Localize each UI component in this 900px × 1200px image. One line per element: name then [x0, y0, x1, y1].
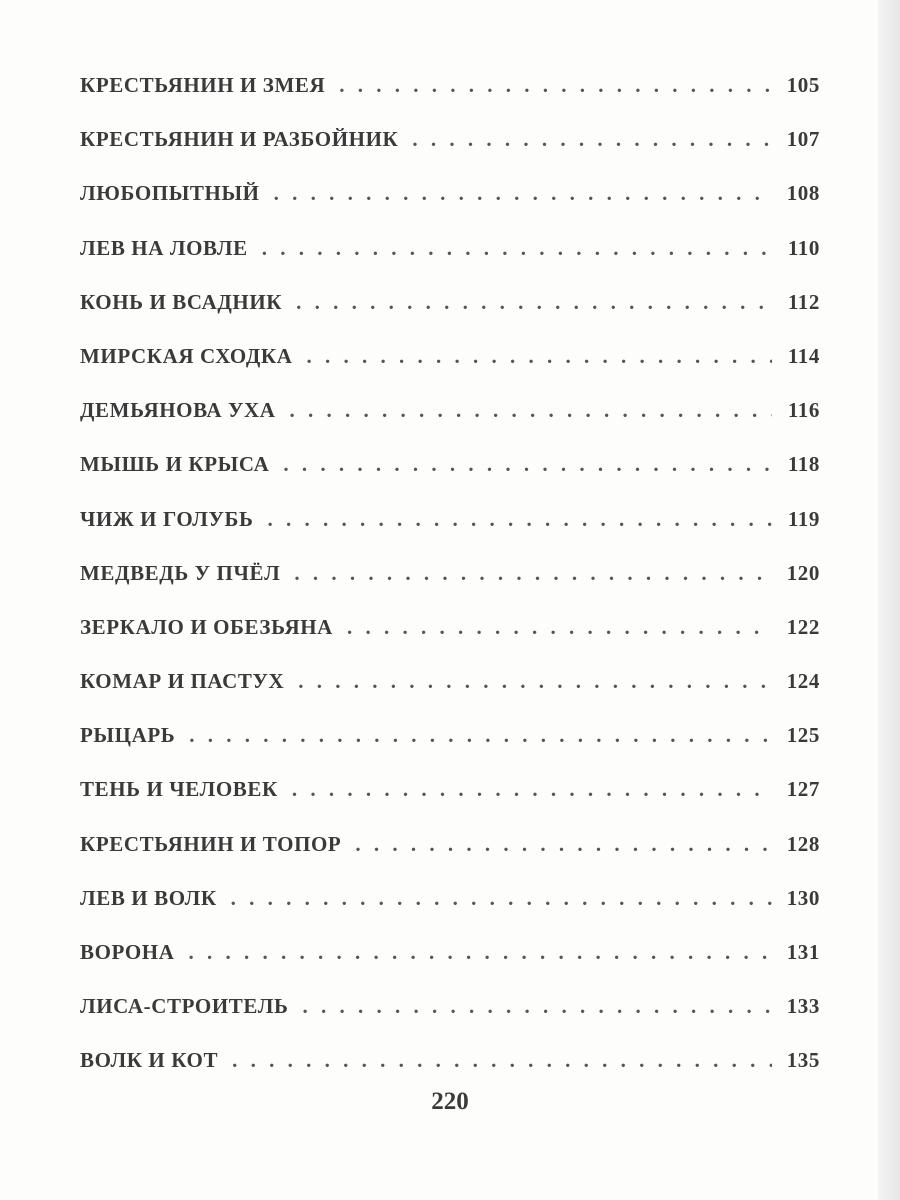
dot-leader — [274, 166, 772, 220]
toc-entry-title: ЛЕВ И ВОЛК — [80, 885, 217, 910]
toc-entry-page: 114 — [787, 343, 820, 368]
toc-entry-page: 119 — [787, 506, 820, 531]
dot-leader — [232, 1033, 772, 1087]
toc-entry-page: 124 — [786, 669, 820, 694]
toc-entry — [80, 492, 820, 546]
toc-entry-page: 122 — [786, 614, 820, 639]
toc-entry-title: МЫШЬ И КРЫСА — [80, 452, 270, 477]
toc-entry-title: ЛЕВ НА ЛОВЛЕ — [80, 235, 248, 260]
dot-leader — [355, 817, 772, 871]
toc-entry-title: ВОРОНА — [80, 940, 175, 964]
toc-entry-title: ЗЕРКАЛО И ОБЕЗЬЯНА — [80, 614, 333, 639]
toc-entry — [80, 817, 820, 871]
dot-leader — [347, 600, 772, 654]
toc-entry-title: КРЕСТЬЯНИН И ЗМЕЯ — [80, 73, 326, 97]
toc-entry-page: 105 — [786, 73, 820, 97]
toc-entry-page: 127 — [786, 777, 820, 802]
dot-leader — [339, 58, 772, 112]
dot-leader — [290, 383, 772, 437]
toc-entry — [80, 58, 820, 112]
toc-entry-title: РЫЦАРЬ — [80, 723, 176, 748]
toc-entry — [80, 166, 820, 220]
toc-entry-title: КОМАР И ПАСТУХ — [80, 669, 285, 694]
toc-entry — [80, 221, 820, 275]
toc-entry — [80, 600, 820, 654]
dot-leader — [412, 112, 772, 166]
toc-entry-title: ЛЮБОПЫТНЫЙ — [80, 181, 260, 206]
toc-entry — [80, 546, 820, 600]
toc-entry-title: КОНЬ И ВСАДНИК — [80, 289, 283, 314]
toc-entry-page: 112 — [787, 289, 820, 314]
dot-leader — [189, 708, 772, 762]
toc-entry-title: ДЕМЬЯНОВА УХА — [80, 398, 276, 423]
dot-leader — [298, 654, 772, 708]
toc-entry — [80, 329, 820, 383]
dot-leader — [302, 979, 772, 1033]
toc-entry — [80, 925, 820, 979]
toc-entry — [80, 275, 820, 329]
toc-entry-page: 131 — [786, 940, 820, 964]
toc-entry-page: 108 — [786, 181, 820, 206]
toc-entry-page: 110 — [787, 235, 820, 260]
toc-entry-title: ЧИЖ И ГОЛУБЬ — [80, 506, 254, 531]
toc-entry — [80, 979, 820, 1033]
dot-leader — [294, 546, 772, 600]
toc-entry — [80, 654, 820, 708]
toc-entry-title: МИРСКАЯ СХОДКА — [80, 343, 293, 368]
toc-entry-title: КРЕСТЬЯНИН И РАЗБОЙНИК — [80, 127, 399, 152]
toc-entry-page: 135 — [786, 1048, 820, 1073]
dot-leader — [306, 329, 772, 383]
dot-leader — [296, 275, 772, 329]
table-of-contents — [80, 58, 820, 1088]
toc-entry-page: 128 — [786, 831, 820, 856]
page-number: 220 — [431, 1088, 469, 1115]
dot-leader — [231, 871, 772, 925]
toc-entry — [80, 383, 820, 437]
toc-entry — [80, 437, 820, 491]
toc-entry-page: 125 — [786, 723, 820, 748]
toc-entry — [80, 1033, 820, 1087]
dot-leader — [292, 762, 772, 816]
toc-entry-page: 130 — [786, 885, 820, 910]
toc-entry-page: 107 — [786, 127, 820, 152]
toc-entry — [80, 112, 820, 166]
toc-entry-page: 133 — [786, 994, 820, 1019]
dot-leader — [262, 221, 772, 275]
toc-entry-title: ЛИСА-СТРОИТЕЛЬ — [80, 994, 289, 1019]
toc-entry-title: ВОЛК И КОТ — [80, 1048, 219, 1073]
toc-entry — [80, 708, 820, 762]
dot-leader — [188, 925, 772, 979]
toc-entry-title: КРЕСТЬЯНИН И ТОПОР — [80, 831, 342, 856]
dot-leader — [268, 492, 773, 546]
toc-entry-title: ТЕНЬ И ЧЕЛОВЕК — [80, 777, 278, 802]
page-edge — [878, 0, 900, 1200]
toc-entry-page: 116 — [787, 398, 820, 423]
toc-entry-title: МЕДВЕДЬ У ПЧЁЛ — [80, 560, 281, 585]
toc-entry-page: 118 — [787, 452, 820, 477]
toc-entry — [80, 871, 820, 925]
toc-entry-page: 120 — [786, 560, 820, 585]
dot-leader — [283, 437, 772, 491]
toc-entry — [80, 762, 820, 816]
